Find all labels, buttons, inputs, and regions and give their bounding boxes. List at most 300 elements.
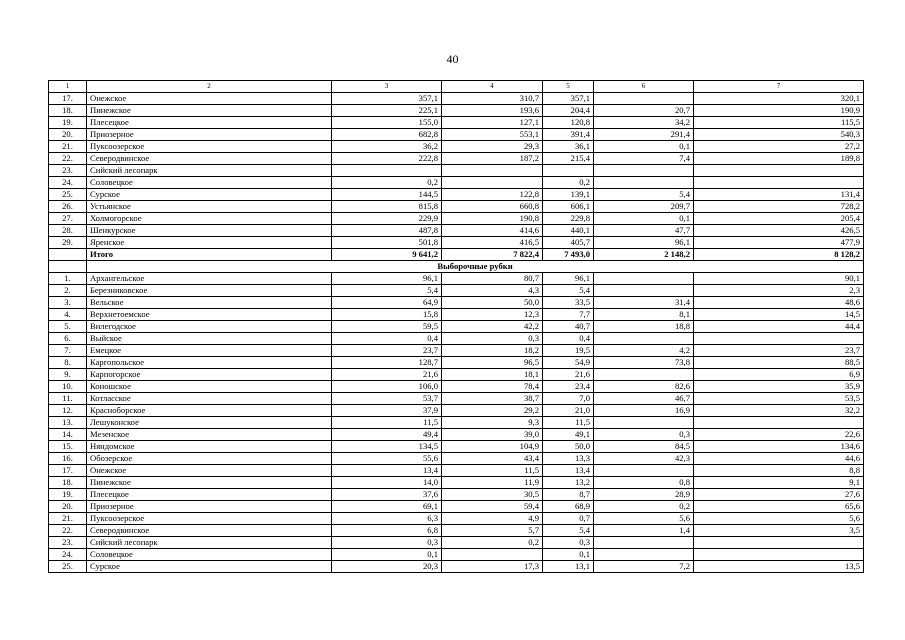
table-cell-col-6: 209,7 — [594, 201, 694, 213]
table-row — [49, 513, 864, 525]
table-cell-col-5: 13,2 — [543, 477, 594, 489]
table-cell-col-2: Северодвинское — [87, 153, 332, 165]
table-cell-col-6 — [594, 93, 694, 105]
table-cell-col-2: Карпогорское — [87, 369, 332, 381]
table-cell-col-7: 477,9 — [694, 237, 864, 249]
table-cell-col-3: 69,1 — [332, 501, 442, 513]
table-cell-col-4: 30,5 — [442, 489, 543, 501]
table-cell-col-4 — [442, 177, 543, 189]
table-cell-col-5: 0,7 — [543, 513, 594, 525]
table-cell-col-6 — [594, 165, 694, 177]
table-cell-col-4: 39,0 — [442, 429, 543, 441]
table-cell-col-6: 0,1 — [594, 213, 694, 225]
table-cell-col-5: 7,7 — [543, 309, 594, 321]
table-row — [49, 213, 864, 225]
table-cell-col-6 — [594, 369, 694, 381]
table-cell-col-6 — [594, 285, 694, 297]
table-cell-col-7: 44,4 — [694, 321, 864, 333]
table-cell-col-5: 440,1 — [543, 225, 594, 237]
table-cell-col-3: 37,6 — [332, 489, 442, 501]
table-cell-col-3: 64,9 — [332, 297, 442, 309]
table-cell-col-2: Лешуконское — [87, 417, 332, 429]
table-cell-col-3: 357,1 — [332, 93, 442, 105]
table-cell-col-2: Архангельское — [87, 273, 332, 285]
table-cell-col-7 — [694, 549, 864, 561]
table-row — [49, 477, 864, 489]
table-cell-col-4: 414,6 — [442, 225, 543, 237]
table-cell-col-7 — [694, 177, 864, 189]
table-cell-col-7: 8 128,2 — [694, 249, 864, 261]
table-cell-col-1: 18. — [49, 477, 87, 489]
table-cell-col-2: Коношское — [87, 381, 332, 393]
table-cell-col-5: 33,5 — [543, 297, 594, 309]
table-row — [49, 177, 864, 189]
table-cell-col-7: 32,2 — [694, 405, 864, 417]
table-cell-col-4: 310,7 — [442, 93, 543, 105]
table-cell-col-1: 21. — [49, 513, 87, 525]
table-row — [49, 453, 864, 465]
section-header-row — [49, 261, 864, 273]
table-cell-col-2: Вельское — [87, 297, 332, 309]
table-cell-col-7: 189,8 — [694, 153, 864, 165]
table-cell-col-7: 190,9 — [694, 105, 864, 117]
table-cell-col-7 — [694, 333, 864, 345]
table-cell-col-5: 391,4 — [543, 129, 594, 141]
table-cell-col-6 — [594, 273, 694, 285]
table-cell-col-6: 84,5 — [594, 441, 694, 453]
table-cell-col-7 — [694, 165, 864, 177]
table-cell-col-6: 82,6 — [594, 381, 694, 393]
table-cell-col-4: 78,4 — [442, 381, 543, 393]
table-cell-col-4: 50,0 — [442, 297, 543, 309]
table-cell-col-7: 7 — [694, 81, 864, 93]
table-cell-col-7 — [694, 537, 864, 549]
table-cell-col-5: 19,5 — [543, 345, 594, 357]
table-row — [49, 273, 864, 285]
table-cell-col-7: 27,6 — [694, 489, 864, 501]
table-cell-col-2: Сийский лесопарк — [87, 537, 332, 549]
table-cell-col-3: 0,1 — [332, 549, 442, 561]
table-cell-col-1: 22. — [49, 153, 87, 165]
table-cell-col-3: 501,8 — [332, 237, 442, 249]
table-row — [49, 189, 864, 201]
table-cell-col-4: 9,3 — [442, 417, 543, 429]
table-cell-col-3: 5,4 — [332, 285, 442, 297]
table-cell-col-7: 131,4 — [694, 189, 864, 201]
table-row — [49, 369, 864, 381]
table-cell-col-7: 23,7 — [694, 345, 864, 357]
table-cell-col-1: 27. — [49, 213, 87, 225]
table-cell-col-4 — [442, 165, 543, 177]
table-cell-col-6 — [594, 549, 694, 561]
table-cell-col-2: Холмогорское — [87, 213, 332, 225]
table-cell-col-5: 8,7 — [543, 489, 594, 501]
table-row — [49, 141, 864, 153]
table-cell-col-3: 128,7 — [332, 357, 442, 369]
table-cell-col-2: Плесецкое — [87, 489, 332, 501]
table-cell-col-6: 8,1 — [594, 309, 694, 321]
table-cell-col-7: 88,5 — [694, 357, 864, 369]
table-cell-col-4 — [442, 549, 543, 561]
table-cell-col-6: 5,6 — [594, 513, 694, 525]
table-cell-col-2: Обозерское — [87, 453, 332, 465]
table-row — [49, 105, 864, 117]
table-cell-col-3: 815,8 — [332, 201, 442, 213]
table-cell-col-2: Пуксоозерское — [87, 141, 332, 153]
table-cell-col-5: 5,4 — [543, 285, 594, 297]
table-cell-col-2: Каргопольское — [87, 357, 332, 369]
table-row — [49, 165, 864, 177]
table-cell-col-3 — [332, 165, 442, 177]
table-cell-col-5: 40,7 — [543, 321, 594, 333]
table-cell-col-1: 14. — [49, 429, 87, 441]
table-cell-col-3: 134,5 — [332, 441, 442, 453]
table-cell-col-6 — [594, 465, 694, 477]
table-cell-col-3: 225,1 — [332, 105, 442, 117]
table-cell-col-4: 4,9 — [442, 513, 543, 525]
table-cell-col-4: 29,3 — [442, 141, 543, 153]
table-cell-col-7: 22,6 — [694, 429, 864, 441]
table-cell-col-6: 6 — [594, 81, 694, 93]
table-cell-col-1: 26. — [49, 201, 87, 213]
table-cell-col-2: Яренское — [87, 237, 332, 249]
table-cell-col-1: 20. — [49, 129, 87, 141]
table-cell-col-1: 25. — [49, 189, 87, 201]
table-cell-col-1: 21. — [49, 141, 87, 153]
table-cell-col-5: 0,2 — [543, 177, 594, 189]
table-cell-col-6: 0,1 — [594, 141, 694, 153]
table-cell-col-1: 8. — [49, 357, 87, 369]
table-cell-col-5: 7,0 — [543, 393, 594, 405]
table-cell-col-2: Устьянское — [87, 201, 332, 213]
table-cell-col-3: 3 — [332, 81, 442, 93]
table-cell-col-6: 5,4 — [594, 189, 694, 201]
table-cell-col-1: 24. — [49, 177, 87, 189]
table-cell-col-7: 426,5 — [694, 225, 864, 237]
table-cell-col-3: 96,1 — [332, 273, 442, 285]
table-row — [49, 201, 864, 213]
table-cell-col-1: 16. — [49, 453, 87, 465]
table-cell-col-4: 96,5 — [442, 357, 543, 369]
table-cell-col-2: Вилегодское — [87, 321, 332, 333]
table-cell-col-4: 11,9 — [442, 477, 543, 489]
table-cell-col-3: 37,9 — [332, 405, 442, 417]
table-cell-col-4: 187,2 — [442, 153, 543, 165]
table-cell-col-4: 11,5 — [442, 465, 543, 477]
table-cell-col-2: Сийский лесопарк — [87, 165, 332, 177]
table-cell-col-3: 49,4 — [332, 429, 442, 441]
table-row — [49, 537, 864, 549]
table-cell-col-4: 660,8 — [442, 201, 543, 213]
table-row — [49, 417, 864, 429]
table-cell-col-1: 12. — [49, 405, 87, 417]
table-cell-col-6 — [594, 417, 694, 429]
table-cell-col-2: Пуксоозерское — [87, 513, 332, 525]
table-cell-col-3: 36,2 — [332, 141, 442, 153]
table-cell-col-6: 42,3 — [594, 453, 694, 465]
table-cell-col-2: Красноборское — [87, 405, 332, 417]
table-cell-col-5: 357,1 — [543, 93, 594, 105]
table-cell-col-5: 139,1 — [543, 189, 594, 201]
table-cell-col-4: 0,2 — [442, 537, 543, 549]
table-cell-col-2: Соловецкое — [87, 549, 332, 561]
table-cell-col-2: Выйское — [87, 333, 332, 345]
table-cell-col-3: 487,8 — [332, 225, 442, 237]
table-cell-col-5: 13,3 — [543, 453, 594, 465]
table-cell-col-4: 4,3 — [442, 285, 543, 297]
table-cell-col-1: 17. — [49, 93, 87, 105]
table-cell-col-7: 115,5 — [694, 117, 864, 129]
table-cell-col-3: 15,8 — [332, 309, 442, 321]
total-row — [49, 249, 864, 261]
table-cell-col-3: 53,7 — [332, 393, 442, 405]
table-cell-col-4: 43,4 — [442, 453, 543, 465]
table-cell-col-5: 54,9 — [543, 357, 594, 369]
table-cell-col-4: 12,3 — [442, 309, 543, 321]
table-cell-col-3: 0,4 — [332, 333, 442, 345]
table-cell-col-3: 21,6 — [332, 369, 442, 381]
table-cell-col-5: 23,4 — [543, 381, 594, 393]
table-body — [49, 81, 864, 573]
table-cell-col-7: 2,3 — [694, 285, 864, 297]
table-cell-col-6: 1,4 — [594, 525, 694, 537]
table-cell-col-5: 606,1 — [543, 201, 594, 213]
table-row — [49, 549, 864, 561]
table-cell-col-4: 38,7 — [442, 393, 543, 405]
table-cell-col-4: 42,2 — [442, 321, 543, 333]
table-cell-col-2: Сурское — [87, 561, 332, 573]
table-cell-col-3: 155,0 — [332, 117, 442, 129]
table-cell-col-2: Верхнетоемское — [87, 309, 332, 321]
table-cell-col-1: 7. — [49, 345, 87, 357]
table-cell-col-6: 16,9 — [594, 405, 694, 417]
table-cell-col-3: 222,8 — [332, 153, 442, 165]
table-cell-col-1: 11. — [49, 393, 87, 405]
table-cell-col-2: Емецкое — [87, 345, 332, 357]
table-cell-col-4: 104,9 — [442, 441, 543, 453]
table-cell-col-3: 682,8 — [332, 129, 442, 141]
table-cell-col-1: 10. — [49, 381, 87, 393]
table-cell-col-5: 49,1 — [543, 429, 594, 441]
table-cell-col-5: 0,3 — [543, 537, 594, 549]
table-cell-col-4: 0,3 — [442, 333, 543, 345]
table-cell-col-5: 215,4 — [543, 153, 594, 165]
table-cell-col-2: 2 — [87, 81, 332, 93]
table-cell-col-7: 14,5 — [694, 309, 864, 321]
table-cell-col-2: Няндомское — [87, 441, 332, 453]
table-cell-col-1: 20. — [49, 501, 87, 513]
table-cell-col-2: Соловецкое — [87, 177, 332, 189]
table-cell-col-6: 0,2 — [594, 501, 694, 513]
table-cell-col-1: 9. — [49, 369, 87, 381]
table-cell-col-3: 9 641,2 — [332, 249, 442, 261]
table-cell-col-4: 7 822,4 — [442, 249, 543, 261]
table-cell-col-7: 8,8 — [694, 465, 864, 477]
table-cell-col-7: 540,3 — [694, 129, 864, 141]
table-cell-col-1: 24. — [49, 549, 87, 561]
table-cell-col-5: 120,8 — [543, 117, 594, 129]
table-cell-col-5: 229,8 — [543, 213, 594, 225]
table-cell-col-7: 320,1 — [694, 93, 864, 105]
table-cell-col-6 — [594, 537, 694, 549]
table-cell-col-2: Березниковское — [87, 285, 332, 297]
table-cell-col-5: 11,5 — [543, 417, 594, 429]
table-row — [49, 429, 864, 441]
table-cell-col-3: 0,2 — [332, 177, 442, 189]
table-cell-col-2: Итого — [87, 249, 332, 261]
table-cell-col-5: 13,1 — [543, 561, 594, 573]
table-cell-col-5: 5 — [543, 81, 594, 93]
table-row — [49, 237, 864, 249]
table-cell-col-4: 416,5 — [442, 237, 543, 249]
table-cell-col-1: 15. — [49, 441, 87, 453]
table-cell-col-4: 29,2 — [442, 405, 543, 417]
table-cell-col-4: 59,4 — [442, 501, 543, 513]
table-cell-col-5: 405,7 — [543, 237, 594, 249]
table-cell-col-2: Пинежское — [87, 105, 332, 117]
table-cell-col-3: 11,5 — [332, 417, 442, 429]
table-cell-col-3: 6,3 — [332, 513, 442, 525]
table-cell-col-1: 23. — [49, 537, 87, 549]
table-cell-col-7: 3,5 — [694, 525, 864, 537]
table-cell-col-7: 6,9 — [694, 369, 864, 381]
table-cell-col-3: 106,0 — [332, 381, 442, 393]
table-cell-col-6: 31,4 — [594, 297, 694, 309]
table-row — [49, 393, 864, 405]
table-row — [49, 225, 864, 237]
table-row — [49, 405, 864, 417]
table-cell-col-1: 18. — [49, 105, 87, 117]
table-cell-col-5: 7 493,0 — [543, 249, 594, 261]
table-cell-col-2: Онежское — [87, 93, 332, 105]
table-cell-col-6 — [594, 333, 694, 345]
table-cell-col-1: 23. — [49, 165, 87, 177]
table-cell-col-3: 59,5 — [332, 321, 442, 333]
table-cell-col-3: 14,0 — [332, 477, 442, 489]
table-cell-col-7: 90,1 — [694, 273, 864, 285]
table-cell-col-6: 20,7 — [594, 105, 694, 117]
table-row — [49, 285, 864, 297]
table-cell-col-4: 18,1 — [442, 369, 543, 381]
table-cell-col-1: 4. — [49, 309, 87, 321]
section-cell-empty — [49, 261, 87, 273]
table-cell-col-1: 29. — [49, 237, 87, 249]
table-cell-col-1: 13. — [49, 417, 87, 429]
table-cell-col-5: 36,1 — [543, 141, 594, 153]
table-row — [49, 465, 864, 477]
table-cell-col-1: 3. — [49, 297, 87, 309]
table-cell-col-7: 53,5 — [694, 393, 864, 405]
table-cell-col-1: 5. — [49, 321, 87, 333]
table-cell-col-1: 25. — [49, 561, 87, 573]
page-number: 40 — [446, 52, 459, 66]
table-cell-col-6: 73,8 — [594, 357, 694, 369]
table-cell-col-7: 65,6 — [694, 501, 864, 513]
table-row — [49, 381, 864, 393]
table-cell-col-1: 1. — [49, 273, 87, 285]
table-cell-col-4: 5,7 — [442, 525, 543, 537]
table-cell-col-5 — [543, 165, 594, 177]
table-cell-col-1: 1 — [49, 81, 87, 93]
table-row — [49, 309, 864, 321]
table-cell-col-2: Приозерное — [87, 129, 332, 141]
table-cell-col-5: 50,0 — [543, 441, 594, 453]
table-cell-col-2: Шенкурское — [87, 225, 332, 237]
table-cell-col-4: 4 — [442, 81, 543, 93]
table-cell-col-7: 9,1 — [694, 477, 864, 489]
table-cell-col-3: 13,4 — [332, 465, 442, 477]
table-cell-col-6: 47,7 — [594, 225, 694, 237]
section-title: Выборочные рубки — [87, 261, 864, 273]
table-row — [49, 129, 864, 141]
table-row — [49, 297, 864, 309]
table-cell-col-2: Котласское — [87, 393, 332, 405]
table-cell-col-3: 0,3 — [332, 537, 442, 549]
table-cell-col-1: 22. — [49, 525, 87, 537]
table-cell-col-4: 553,1 — [442, 129, 543, 141]
table-cell-col-1: 6. — [49, 333, 87, 345]
table-cell-col-7 — [694, 417, 864, 429]
table-cell-col-6: 291,4 — [594, 129, 694, 141]
table-cell-col-1: 19. — [49, 489, 87, 501]
table-cell-col-6: 96,1 — [594, 237, 694, 249]
table-cell-col-7: 205,4 — [694, 213, 864, 225]
table-row — [49, 93, 864, 105]
table-cell-col-7: 35,9 — [694, 381, 864, 393]
table-cell-col-3: 229,9 — [332, 213, 442, 225]
table-cell-col-2: Пинежское — [87, 477, 332, 489]
table-cell-col-5: 21,6 — [543, 369, 594, 381]
table-cell-col-1: 2. — [49, 285, 87, 297]
table-cell-col-1: 19. — [49, 117, 87, 129]
table-row — [49, 153, 864, 165]
table-row — [49, 321, 864, 333]
table-row — [49, 333, 864, 345]
table-cell-col-6: 2 148,2 — [594, 249, 694, 261]
table-row — [49, 441, 864, 453]
table-row — [49, 489, 864, 501]
table-cell-col-6 — [594, 177, 694, 189]
table-cell-col-7: 5,6 — [694, 513, 864, 525]
table-cell-col-7: 48,6 — [694, 297, 864, 309]
table-cell-col-7: 728,2 — [694, 201, 864, 213]
table-cell-col-3: 144,5 — [332, 189, 442, 201]
table-cell-col-4: 18,2 — [442, 345, 543, 357]
table-row — [49, 561, 864, 573]
table-cell-col-6: 28,9 — [594, 489, 694, 501]
table-row — [49, 501, 864, 513]
table-cell-col-5: 21,0 — [543, 405, 594, 417]
table-cell-col-7: 13,5 — [694, 561, 864, 573]
table-cell-col-2: Северодвинское — [87, 525, 332, 537]
table-cell-col-6: 34,2 — [594, 117, 694, 129]
table-cell-col-3: 6,8 — [332, 525, 442, 537]
table-cell-col-5: 96,1 — [543, 273, 594, 285]
table-cell-col-3: 20,3 — [332, 561, 442, 573]
table-cell-col-5: 0,4 — [543, 333, 594, 345]
table-row — [49, 345, 864, 357]
table-cell-col-4: 127,1 — [442, 117, 543, 129]
table-cell-col-7: 134,6 — [694, 441, 864, 453]
table-cell-col-4: 190,8 — [442, 213, 543, 225]
table-cell-col-6: 18,8 — [594, 321, 694, 333]
table-cell-col-2: Приозерное — [87, 501, 332, 513]
table-cell-col-6: 0,3 — [594, 429, 694, 441]
table-cell-col-4: 122,8 — [442, 189, 543, 201]
table-cell-col-5: 68,9 — [543, 501, 594, 513]
table-cell-col-5: 204,4 — [543, 105, 594, 117]
table-cell-col-2: Мезенское — [87, 429, 332, 441]
